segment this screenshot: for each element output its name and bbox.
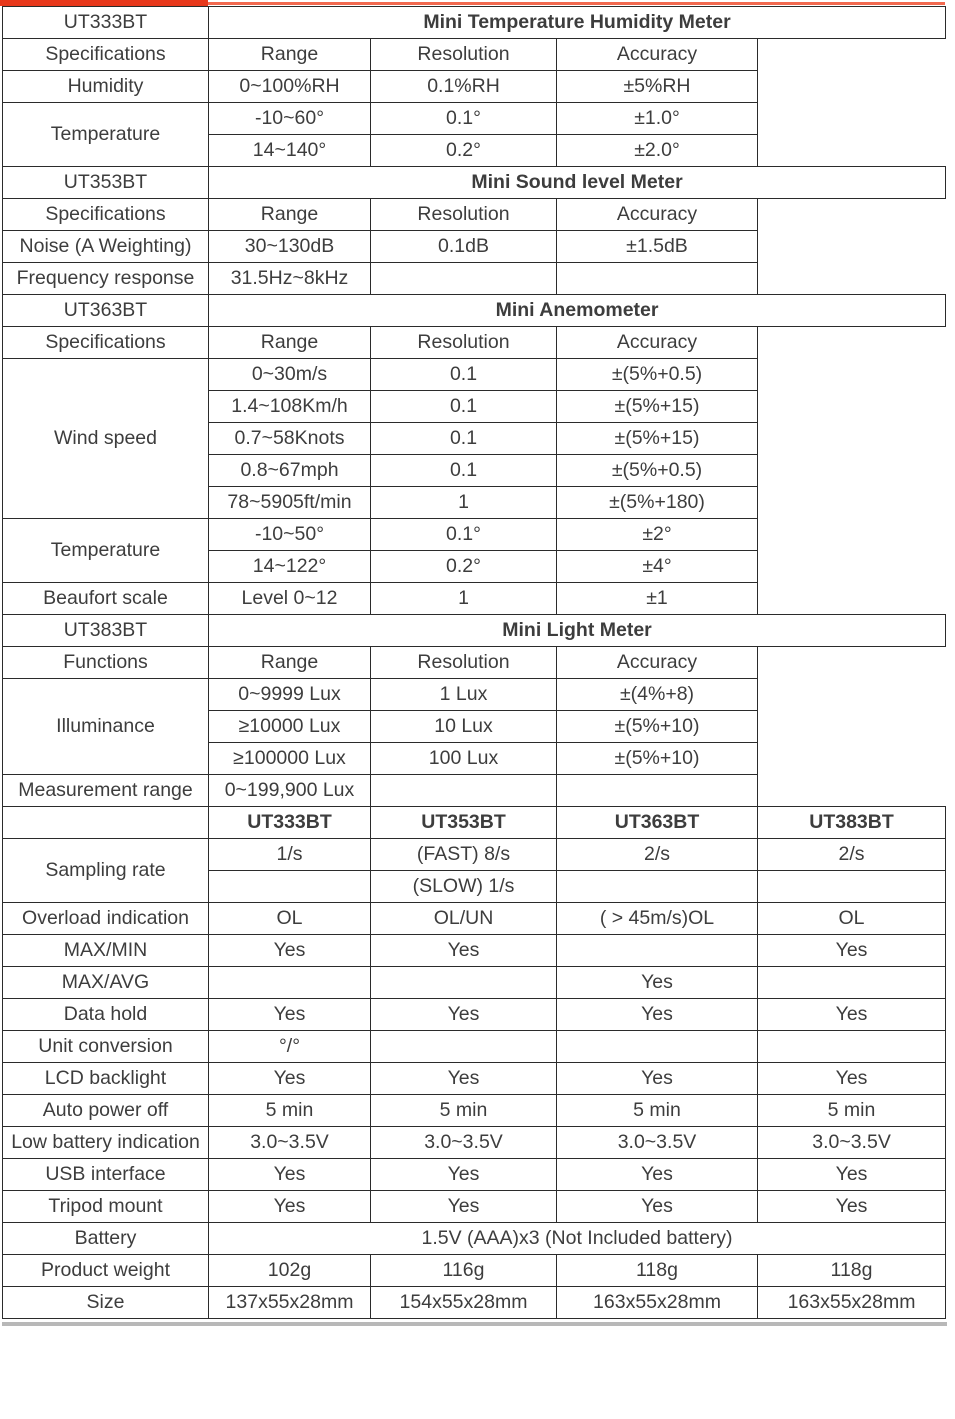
comparison-row-label: MAX/MIN — [3, 935, 209, 967]
comparison-row — [3, 999, 946, 1031]
comparison-value: °/° — [209, 1031, 371, 1063]
comparison-value: OL/UN — [371, 903, 557, 935]
comparison-value: Yes — [209, 1191, 371, 1223]
spec-value: 0~30m/s — [209, 359, 371, 391]
comparison-value: (SLOW) 1/s — [371, 871, 557, 903]
comparison-row-label: MAX/AVG — [3, 967, 209, 999]
comparison-value: Yes — [209, 935, 371, 967]
comparison-value: 1/s — [209, 839, 371, 871]
spec-value: 0.1° — [371, 103, 557, 135]
spec-data-row — [3, 583, 946, 615]
comparison-value — [758, 871, 946, 903]
model-name: UT363BT — [3, 295, 209, 327]
spec-value: 30~130dB — [209, 231, 371, 263]
comparison-value: (FAST) 8/s — [371, 839, 557, 871]
comparison-value: 3.0~3.5V — [758, 1127, 946, 1159]
spec-value — [557, 263, 758, 295]
comparison-row — [3, 1287, 946, 1319]
spec-table-container — [2, 6, 947, 1319]
spec-value: 10 Lux — [371, 711, 557, 743]
comparison-value — [758, 967, 946, 999]
spec-data-row — [3, 775, 946, 807]
comparison-row — [3, 1031, 946, 1063]
row-label: Beaufort scale — [3, 583, 209, 615]
comparison-value: OL — [758, 903, 946, 935]
spec-header-row — [3, 327, 946, 359]
comparison-row-label: Auto power off — [3, 1095, 209, 1127]
comparison-value — [557, 1031, 758, 1063]
comparison-value: Yes — [371, 1063, 557, 1095]
spec-value: ±(5%+10) — [557, 711, 758, 743]
comparison-row — [3, 1191, 946, 1223]
row-label: Measurement range — [3, 775, 209, 807]
comparison-value — [557, 871, 758, 903]
spec-header-row — [3, 39, 946, 71]
spec-value: 100 Lux — [371, 743, 557, 775]
comparison-column-header: UT363BT — [557, 807, 758, 839]
column-header: Resolution — [371, 647, 557, 679]
spec-value: 1.4~108Km/h — [209, 391, 371, 423]
spec-data-row — [3, 231, 946, 263]
comparison-row-label: Battery — [3, 1223, 209, 1255]
comparison-row — [3, 903, 946, 935]
spec-value: ≥10000 Lux — [209, 711, 371, 743]
comparison-value — [209, 967, 371, 999]
spec-value: 31.5Hz~8kHz — [209, 263, 371, 295]
comparison-row-label: Product weight — [3, 1255, 209, 1287]
column-header: Resolution — [371, 199, 557, 231]
comparison-value: Yes — [209, 999, 371, 1031]
comparison-value: 2/s — [758, 839, 946, 871]
comparison-value — [371, 1031, 557, 1063]
spec-header-row — [3, 647, 946, 679]
spec-value: ±(5%+10) — [557, 743, 758, 775]
spec-value: ±1 — [557, 583, 758, 615]
comparison-value: 137x55x28mm — [209, 1287, 371, 1319]
comparison-value: Yes — [758, 935, 946, 967]
column-header: Resolution — [371, 327, 557, 359]
spec-value — [371, 263, 557, 295]
spec-value: ≥100000 Lux — [209, 743, 371, 775]
spec-value: 14~140° — [209, 135, 371, 167]
model-name: UT333BT — [3, 7, 209, 39]
column-header: Range — [209, 327, 371, 359]
column-header: Range — [209, 647, 371, 679]
column-header: Accuracy — [557, 647, 758, 679]
column-header: Range — [209, 199, 371, 231]
comparison-value: 3.0~3.5V — [557, 1127, 758, 1159]
comparison-value: Yes — [758, 1191, 946, 1223]
spec-data-row — [3, 359, 946, 391]
spec-value: 0.1dB — [371, 231, 557, 263]
comparison-row-label: Sampling rate — [3, 839, 209, 903]
spec-value: 1 — [371, 487, 557, 519]
comparison-value: OL — [209, 903, 371, 935]
comparison-value: 163x55x28mm — [557, 1287, 758, 1319]
spec-value: ±(4%+8) — [557, 679, 758, 711]
spec-value: ±2° — [557, 519, 758, 551]
model-title: Mini Temperature Humidity Meter — [209, 7, 946, 39]
row-label: Wind speed — [3, 359, 209, 519]
comparison-value-merged: 1.5V (AAA)x3 (Not Included battery) — [209, 1223, 946, 1255]
comparison-value — [758, 1031, 946, 1063]
spec-value: ±(5%+15) — [557, 391, 758, 423]
comparison-row — [3, 1223, 946, 1255]
model-title: Mini Light Meter — [209, 615, 946, 647]
spec-value: 0.8~67mph — [209, 455, 371, 487]
comparison-value: 116g — [371, 1255, 557, 1287]
spec-data-row — [3, 263, 946, 295]
model-name: UT383BT — [3, 615, 209, 647]
spec-value: 0.1 — [371, 423, 557, 455]
model-title: Mini Anemometer — [209, 295, 946, 327]
spec-value: 0.1%RH — [371, 71, 557, 103]
model-banner-row — [3, 167, 946, 199]
comparison-value — [371, 967, 557, 999]
spec-value: 0~100%RH — [209, 71, 371, 103]
comparison-value — [209, 871, 371, 903]
model-banner-row — [3, 295, 946, 327]
comparison-row-label: Unit conversion — [3, 1031, 209, 1063]
spec-value: ±4° — [557, 551, 758, 583]
comparison-value: Yes — [557, 1159, 758, 1191]
model-banner-row — [3, 615, 946, 647]
spec-value: ±1.0° — [557, 103, 758, 135]
spec-data-row — [3, 519, 946, 551]
comparison-value: Yes — [758, 1063, 946, 1095]
spec-value: 1 Lux — [371, 679, 557, 711]
comparison-value: Yes — [758, 1159, 946, 1191]
spec-value: 0.1 — [371, 359, 557, 391]
spec-value: 1 — [371, 583, 557, 615]
spec-value: ±2.0° — [557, 135, 758, 167]
spec-value: ±5%RH — [557, 71, 758, 103]
comparison-row — [3, 1095, 946, 1127]
spec-header-row — [3, 199, 946, 231]
spec-value: 0.1 — [371, 391, 557, 423]
comparison-row-label: Tripod mount — [3, 1191, 209, 1223]
spec-data-row — [3, 103, 946, 135]
spec-value: ±(5%+0.5) — [557, 359, 758, 391]
comparison-column-header: UT383BT — [758, 807, 946, 839]
comparison-corner — [3, 807, 209, 839]
comparison-value: Yes — [758, 999, 946, 1031]
spec-value: ±(5%+15) — [557, 423, 758, 455]
comparison-value: 118g — [758, 1255, 946, 1287]
comparison-row — [3, 1159, 946, 1191]
comparison-value: 163x55x28mm — [758, 1287, 946, 1319]
bottom-rule — [2, 1322, 947, 1326]
comparison-value: Yes — [209, 1063, 371, 1095]
comparison-column-header: UT353BT — [371, 807, 557, 839]
comparison-header-row — [3, 807, 946, 839]
comparison-value: 5 min — [371, 1095, 557, 1127]
comparison-row — [3, 967, 946, 999]
row-label: Frequency response — [3, 263, 209, 295]
row-label: Humidity — [3, 71, 209, 103]
column-header: Specifications — [3, 39, 209, 71]
spec-value: 0.2° — [371, 551, 557, 583]
column-header: Range — [209, 39, 371, 71]
spec-value: 78~5905ft/min — [209, 487, 371, 519]
comparison-value: Yes — [371, 935, 557, 967]
comparison-value: 5 min — [557, 1095, 758, 1127]
comparison-value: Yes — [557, 1191, 758, 1223]
model-name: UT353BT — [3, 167, 209, 199]
comparison-value: 3.0~3.5V — [209, 1127, 371, 1159]
spec-data-row — [3, 71, 946, 103]
column-header: Accuracy — [557, 327, 758, 359]
row-label: Temperature — [3, 103, 209, 167]
comparison-row-label: Overload indication — [3, 903, 209, 935]
spec-value: 0.7~58Knots — [209, 423, 371, 455]
column-header: Specifications — [3, 327, 209, 359]
row-label: Illuminance — [3, 679, 209, 775]
comparison-row — [3, 1063, 946, 1095]
spec-value: 0.2° — [371, 135, 557, 167]
column-header: Specifications — [3, 199, 209, 231]
comparison-value: ( > 45m/s)OL — [557, 903, 758, 935]
spec-value: -10~50° — [209, 519, 371, 551]
spec-value: ±1.5dB — [557, 231, 758, 263]
comparison-value: 2/s — [557, 839, 758, 871]
comparison-value: Yes — [371, 999, 557, 1031]
spec-value: -10~60° — [209, 103, 371, 135]
comparison-column-header: UT333BT — [209, 807, 371, 839]
spec-data-row — [3, 679, 946, 711]
row-label: Noise (A Weighting) — [3, 231, 209, 263]
spec-value: ±(5%+180) — [557, 487, 758, 519]
spec-value — [371, 775, 557, 807]
comparison-row-label: Data hold — [3, 999, 209, 1031]
spec-value: 0.1° — [371, 519, 557, 551]
comparison-row — [3, 1127, 946, 1159]
specification-table — [2, 6, 946, 1319]
model-title: Mini Sound level Meter — [209, 167, 946, 199]
top-accent-bar-thin — [208, 2, 945, 5]
spec-value: ±(5%+0.5) — [557, 455, 758, 487]
comparison-row-label: Low battery indication — [3, 1127, 209, 1159]
comparison-value: 5 min — [209, 1095, 371, 1127]
comparison-value: Yes — [557, 967, 758, 999]
column-header: Accuracy — [557, 39, 758, 71]
column-header: Functions — [3, 647, 209, 679]
comparison-value: 118g — [557, 1255, 758, 1287]
comparison-row — [3, 839, 946, 871]
comparison-value: 3.0~3.5V — [371, 1127, 557, 1159]
spec-value: Level 0~12 — [209, 583, 371, 615]
comparison-row-label: LCD backlight — [3, 1063, 209, 1095]
column-header: Accuracy — [557, 199, 758, 231]
column-header: Resolution — [371, 39, 557, 71]
comparison-value: 5 min — [758, 1095, 946, 1127]
comparison-value: Yes — [557, 1063, 758, 1095]
comparison-value: Yes — [371, 1191, 557, 1223]
row-label: Temperature — [3, 519, 209, 583]
spec-value: 0~9999 Lux — [209, 679, 371, 711]
comparison-value: 154x55x28mm — [371, 1287, 557, 1319]
spec-table-body — [3, 7, 946, 1319]
comparison-value: 102g — [209, 1255, 371, 1287]
comparison-value: Yes — [371, 1159, 557, 1191]
model-banner-row — [3, 7, 946, 39]
comparison-row-label: Size — [3, 1287, 209, 1319]
comparison-row — [3, 1255, 946, 1287]
comparison-row — [3, 935, 946, 967]
comparison-row-label: USB interface — [3, 1159, 209, 1191]
comparison-value: Yes — [209, 1159, 371, 1191]
spec-value — [557, 775, 758, 807]
comparison-value — [557, 935, 758, 967]
spec-value: 14~122° — [209, 551, 371, 583]
comparison-value: Yes — [557, 999, 758, 1031]
spec-value: 0.1 — [371, 455, 557, 487]
spec-value: 0~199,900 Lux — [209, 775, 371, 807]
